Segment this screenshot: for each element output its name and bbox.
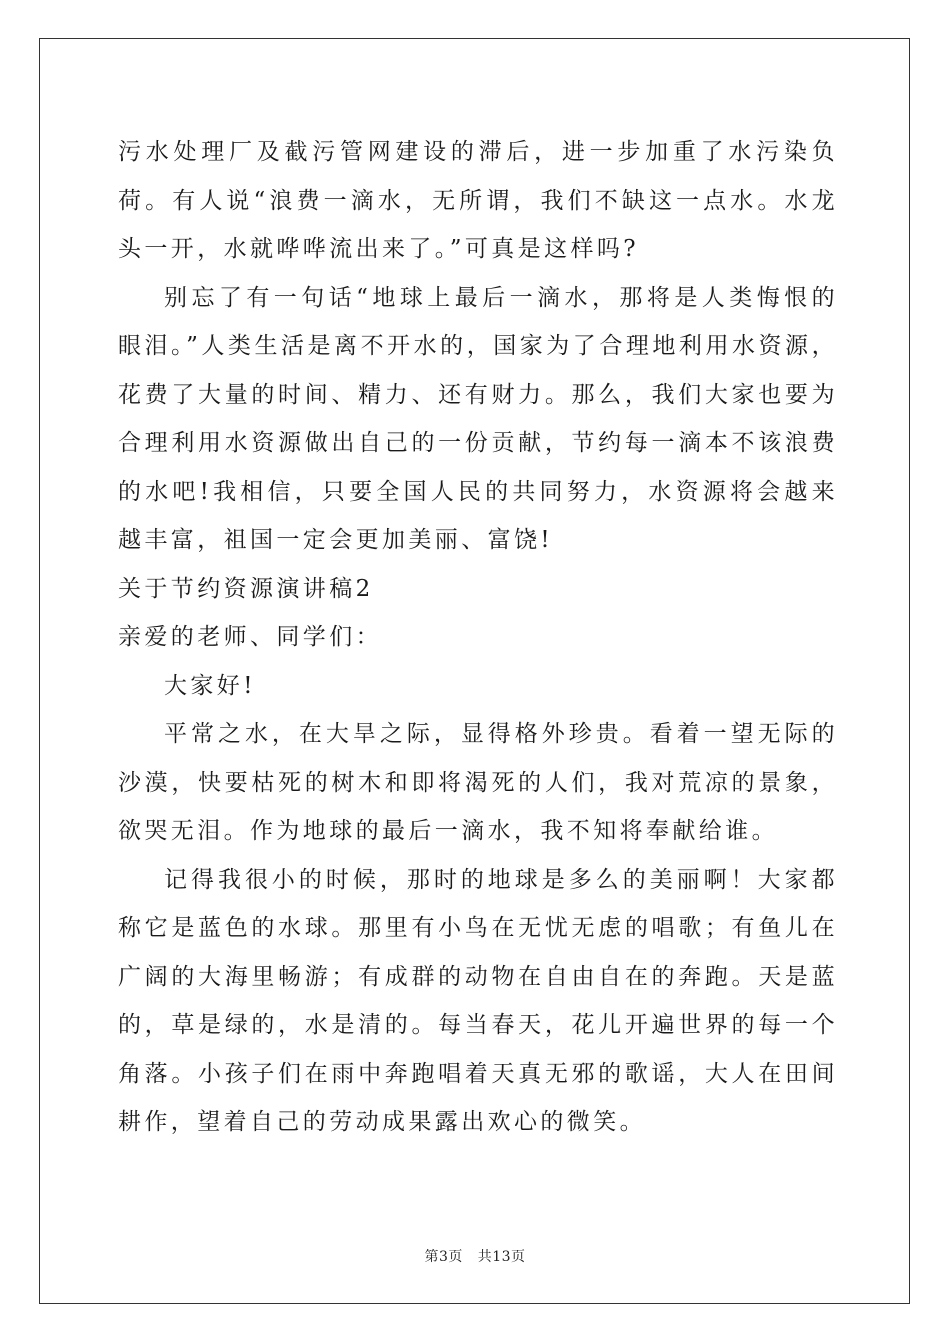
salutation: 亲爱的老师、同学们： xyxy=(118,624,382,650)
section-heading: 关于节约资源演讲稿2 xyxy=(118,575,374,602)
page-total: 13 xyxy=(492,1249,512,1265)
page-footer xyxy=(0,1246,950,1266)
page-current: 3 xyxy=(438,1249,449,1265)
page-unit: 页 xyxy=(448,1249,463,1265)
paragraph-4: 记得我很小的时候，那时的地球是多么的美丽啊！大家都称它是蓝色的水球。那里有小鸟在无忧无虑的唱歌；有鱼儿在广阔的大海里畅游；有成群的动物在自由自在的奔跑。天是蓝的，草是绿的，水是清的。每当春天，花儿开遍世界的每一个角落。小孩子们在雨中奔跑唱着天真无邪的歌谣，大人在田间耕作，望着自己的劳动成果露出欢心的微笑。 xyxy=(118,866,838,1135)
document-body xyxy=(118,128,838,1147)
total-unit: 页 xyxy=(511,1249,526,1265)
paragraph-3: 平常之水，在大旱之际，显得格外珍贵。看着一望无际的沙漠，快要枯死的树木和即将渴死的人们，我对荒凉的景象，欲哭无泪。作为地球的最后一滴水，我不知将奉献给谁。 xyxy=(118,721,838,844)
total-label: 共 xyxy=(477,1249,493,1265)
page-label: 第 xyxy=(424,1249,439,1265)
paragraph-2: 别忘了有一句话“地球上最后一滴水，那将是人类悔恨的眼泪。”人类生活是离不开水的，国家为了合理地利用水资源，花费了大量的时间、精力、还有财力。那么，我们大家也要为合理利用水资源做出自己的一份贡献，节约每一滴本不该浪费的水吧!我相信，只要全国人民的共同努力，水资源将会越来越丰富，祖国一定会更加美丽、富饶! xyxy=(118,284,838,553)
greeting: 大家好! xyxy=(164,672,256,699)
paragraph-1: 污水处理厂及截污管网建设的滞后，进一步加重了水污染负荷。有人说“浪费一滴水，无所谓，我们不缺这一点水。水龙头一开，水就哗哗流出来了。”可真是这样吗? xyxy=(118,139,838,262)
